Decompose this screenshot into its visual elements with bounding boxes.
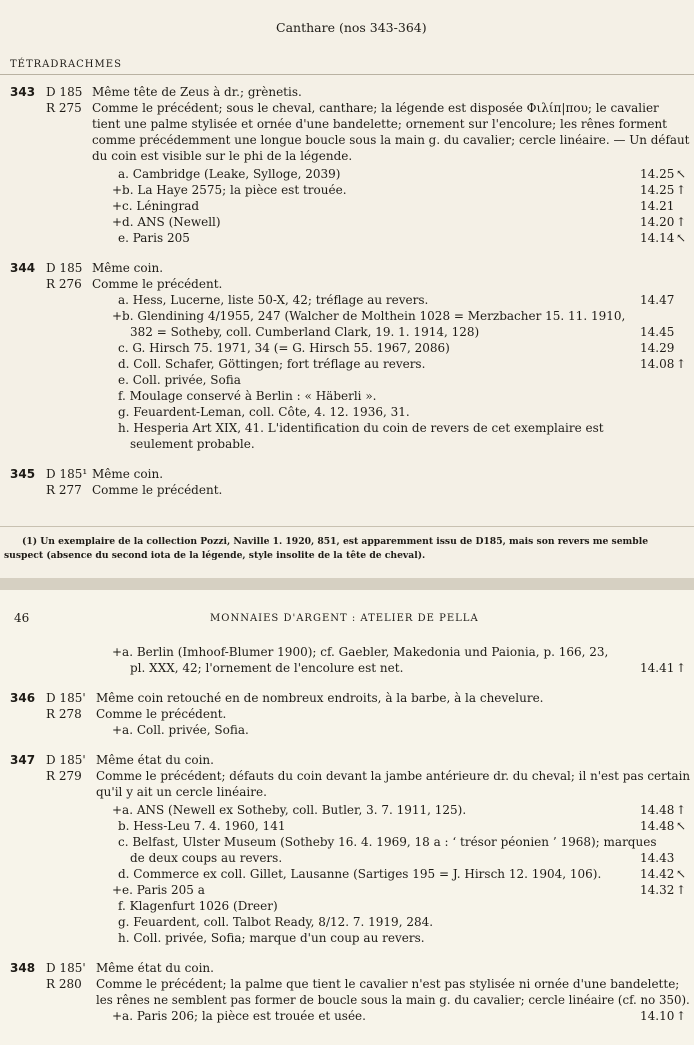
footnote: (1) Un exemplaire de la collection Pozzi, Naville 1. 1920, 851, est apparemment issu de D185, mais son revers me semble (22, 536, 649, 547)
reverse-description: tient une palme stylisée et ornée d'une bandelette; ornement sur l'encolure; les rênes forment (92, 117, 668, 131)
entry-number: 343 (10, 85, 36, 99)
specimen-weight: 14.43 (640, 851, 675, 865)
specimen-item: f. Moulage conservé à Berlin : « Häberli ». (118, 389, 377, 403)
reverse-description: comme précédemment une longue boucle sous la main g. du cavalier; cercle linéaire. — Un défaut (92, 133, 690, 147)
die-label: D 185¹ (46, 467, 88, 481)
specimen-item: a. Hess, Lucerne, liste 50-X, 42; tréflage au revers. (118, 293, 429, 307)
divider (0, 74, 694, 75)
entry-number: 347 (10, 753, 36, 767)
page-header: Canthare (nos 343-364) (276, 20, 427, 35)
specimen-item: g. Feuardent, coll. Talbot Ready, 8/12. 7. 1919, 284. (118, 915, 434, 929)
reverse-description: Comme le précédent. (96, 707, 227, 721)
specimen-item: +a. Coll. privée, Sofia. (112, 723, 249, 737)
specimen-item: de deux coups au revers. (130, 851, 283, 865)
section-label: TÉTRADRACHMES (10, 59, 122, 70)
specimen-weight: 14.47 (640, 293, 675, 307)
reverse-description: Comme le précédent. (92, 483, 223, 497)
die-label: D 185' (46, 961, 86, 975)
lower-page-scan (0, 590, 694, 1045)
specimen-weight: 14.42 (640, 867, 675, 881)
specimen-item: +b. La Haye 2575; la pièce est trouée. (112, 183, 347, 197)
die-description: Même coin. (92, 261, 164, 275)
running-head: MONNAIES D'ARGENT : ATELIER DE PELLA (210, 613, 479, 624)
die-axis-arrow-icon: ↑ (676, 883, 687, 897)
specimen-item: +a. ANS (Newell ex Sotheby, coll. Butler, 3. 7. 1911, 125). (112, 803, 467, 817)
die-axis-arrow-icon: ↑ (676, 357, 687, 371)
reverse-description: Comme le précédent; sous le cheval, canthare; la légende est disposée Φιλίπ|που; le cavalier (92, 101, 659, 115)
die-axis-arrow-icon: ↑ (676, 1009, 687, 1023)
specimen-item: c. Belfast, Ulster Museum (Sotheby 16. 4. 1969, 18 a : ‘ trésor péonien ’ 1968); marques (118, 835, 657, 849)
reverse-label: R 280 (46, 977, 82, 991)
specimen-item: 382 = Sotheby, coll. Cumberland Clark, 19. 1. 1914, 128) (130, 325, 480, 339)
specimen-weight: 14.41 (640, 661, 675, 675)
die-axis-arrow-icon: ↖ (676, 167, 687, 181)
specimen-weight: 14.14 (640, 231, 675, 245)
reverse-label: R 276 (46, 277, 82, 291)
specimen-weight: 14.32 (640, 883, 675, 897)
specimen-weight: 14.25 (640, 167, 675, 181)
entry-number: 346 (10, 691, 36, 705)
specimen-weight: 14.25 (640, 183, 675, 197)
reverse-description: qu'il y ait un cercle linéaire. (96, 785, 267, 799)
die-axis-arrow-icon: ↖ (676, 819, 687, 833)
specimen-item: e. Coll. privée, Sofia (118, 373, 241, 387)
scan-gap (0, 578, 694, 590)
specimen-item: a. Cambridge (Leake, Sylloge, 2039) (118, 167, 341, 181)
die-label: D 185' (46, 691, 86, 705)
entry-number: 344 (10, 261, 36, 275)
entry-number: 345 (10, 467, 36, 481)
die-axis-arrow-icon: ↑ (676, 661, 687, 675)
reverse-description: Comme le précédent. (92, 277, 223, 291)
reverse-description: les rênes ne semblent pas former de boucle sous la main g. du cavalier; cercle linéaire (cf. no 350). (96, 993, 690, 1007)
specimen-item: d. Coll. Schafer, Göttingen; fort tréflage au revers. (118, 357, 426, 371)
reverse-description: Comme le précédent; défauts du coin devant la jambe antérieure dr. du cheval; il n'est pas certain (96, 769, 691, 783)
specimen-item: +e. Paris 205 a (112, 883, 205, 897)
die-axis-arrow-icon: ↑ (676, 215, 687, 229)
specimen-item: g. Feuardent-Leman, coll. Côte, 4. 12. 1936, 31. (118, 405, 410, 419)
die-description: Même coin. (92, 467, 164, 481)
die-axis-arrow-icon: ↑ (676, 183, 687, 197)
die-description: Même état du coin. (96, 961, 214, 975)
die-axis-arrow-icon: ↑ (676, 803, 687, 817)
die-description: Même état du coin. (96, 753, 214, 767)
specimen-item: +d. ANS (Newell) (112, 215, 221, 229)
die-axis-arrow-icon: ↖ (676, 231, 687, 245)
entry-number: 348 (10, 961, 36, 975)
specimen-item: h. Coll. privée, Sofia; marque d'un coup au revers. (118, 931, 425, 945)
specimen-item: seulement probable. (130, 437, 255, 451)
specimen-item: h. Hesperia Art XIX, 41. L'identification du coin de revers de cet exemplaire est (118, 421, 604, 435)
die-description: Même coin retouché en de nombreux endroits, à la barbe, à la chevelure. (96, 691, 544, 705)
specimen-weight: 14.45 (640, 325, 675, 339)
specimen-item: +a. Berlin (Imhoof-Blumer 1900); cf. Gaebler, Makedonia und Paionia, p. 166, 23, (112, 645, 609, 659)
specimen-item: +b. Glendining 4/1955, 247 (Walcher de Molthein 1028 = Merzbacher 15. 11. 1910, (112, 309, 626, 323)
reverse-label: R 275 (46, 101, 82, 115)
reverse-label: R 279 (46, 769, 82, 783)
specimen-item: e. Paris 205 (118, 231, 190, 245)
specimen-weight: 14.20 (640, 215, 675, 229)
specimen-item: d. Commerce ex coll. Gillet, Lausanne (Sartiges 195 = J. Hirsch 12. 1904, 106). (118, 867, 602, 881)
specimen-item: +c. Léningrad (112, 199, 200, 213)
specimen-item: pl. XXX, 42; l'ornement de l'encolure est net. (130, 661, 404, 675)
die-label: D 185 (46, 85, 83, 99)
footnote: suspect (absence du second iota de la légende, style insolite de la tête de cheval). (4, 550, 426, 561)
specimen-item: c. G. Hirsch 75. 1971, 34 (= G. Hirsch 55. 1967, 2086) (118, 341, 450, 355)
die-axis-arrow-icon: ↖ (676, 867, 687, 881)
specimen-weight: 14.48 (640, 819, 675, 833)
reverse-description: Comme le précédent; la palme que tient le cavalier n'est pas stylisée ni ornée d'une bandelette; (96, 977, 680, 991)
reverse-description: du coin est visible sur le phi de la légende. (92, 149, 353, 163)
specimen-weight: 14.48 (640, 803, 675, 817)
die-description: Même tête de Zeus à dr.; grènetis. (92, 85, 302, 99)
specimen-item: +a. Paris 206; la pièce est trouée et usée. (112, 1009, 366, 1023)
specimen-item: b. Hess-Leu 7. 4. 1960, 141 (118, 819, 286, 833)
specimen-weight: 14.29 (640, 341, 675, 355)
reverse-label: R 277 (46, 483, 82, 497)
specimen-weight: 14.08 (640, 357, 675, 371)
specimen-weight: 14.10 (640, 1009, 675, 1023)
divider (0, 526, 694, 527)
page-number: 46 (14, 611, 30, 625)
die-label: D 185' (46, 753, 86, 767)
reverse-label: R 278 (46, 707, 82, 721)
specimen-weight: 14.21 (640, 199, 675, 213)
specimen-item: f. Klagenfurt 1026 (Dreer) (118, 899, 278, 913)
die-label: D 185 (46, 261, 83, 275)
